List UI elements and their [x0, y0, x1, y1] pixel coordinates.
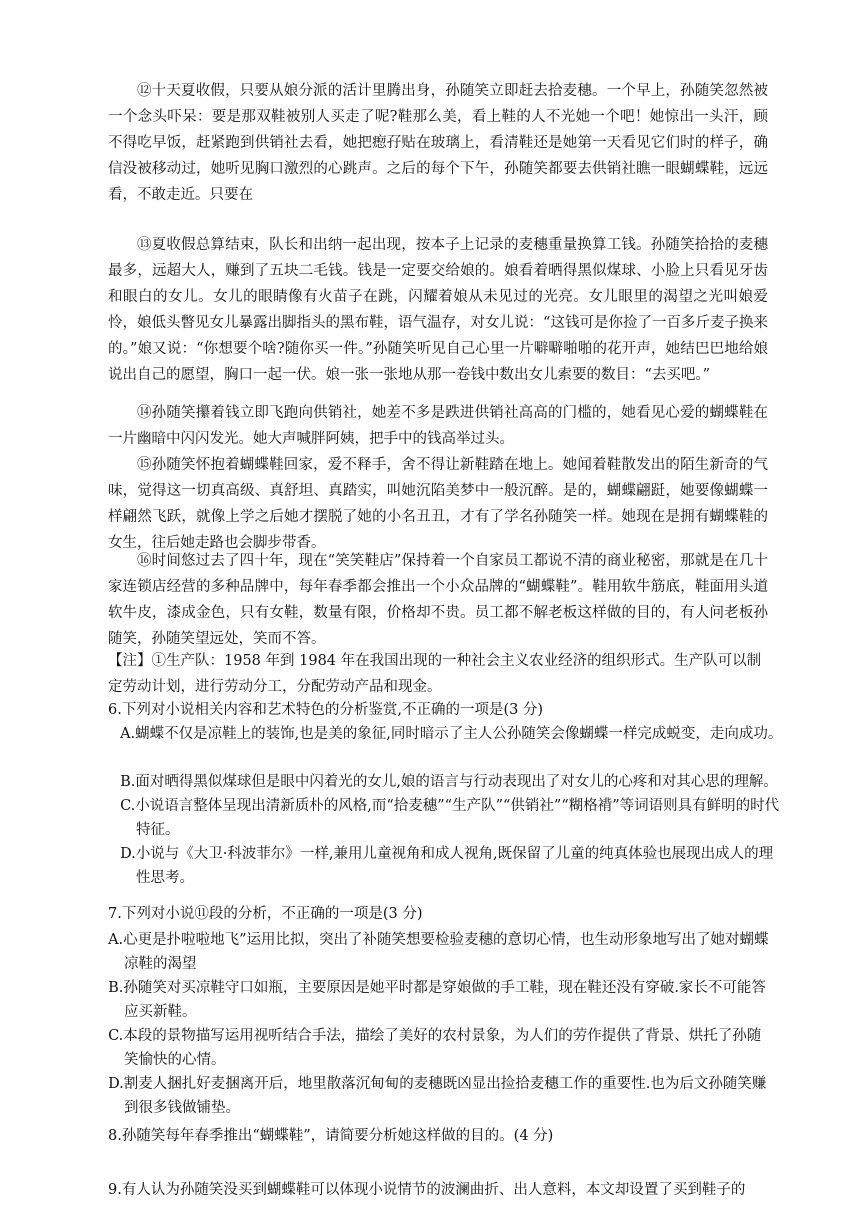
question-6-option-a: A.蝴蝶不仅是凉鞋上的装饰,也是美的象征,同时暗示了主人公孙随笑会像蝴蝶一样完成蜕变，走向成功。 [120, 726, 783, 742]
question-7-option-a: A.心更是扑啦啦地飞”运用比拟，突出了补随笑想要检验麦穗的意切心情，也生动形象地写出了她对蝴蝶凉鞋的渴望 [108, 932, 769, 972]
paragraph-15: ⑮孙随笑怀抱着蝴蝶鞋回家，爱不释手，舍不得让新鞋踏在地上。她闻着鞋散发出的陌生新奇的气味，觉得这一切真高级、真舒坦、真踏实，叫她沉陷美梦中一般沉醉。是的，蝴蝶翩跹，她要像蝴蝶一样翩然飞跃，就像上学之后她才摆脱了她的小名丑丑，才有了学名孙随笑一样。她现在是拥有蝴蝶鞋的女生，往后她走路也会脚步带香。 [108, 457, 768, 551]
question-7-option-c: C.本段的景物描写运用视听结合手法，描绘了美好的农村景象，为人们的劳作提供了背景、烘托了孙随笑愉快的心情。 [108, 1028, 762, 1068]
paragraph-13: ⑬夏收假总算结束，队长和出纳一起出现，按本子上记录的麦穗重量换算工钱。孙随笑拾拾的麦穗最多，远超大人，赚到了五块二毛钱。钱是一定要交给娘的。娘看着晒得黑似煤球、小脸上只看见牙齿和眼白的女儿。女儿的眼睛像有火苗子在跳，闪耀着娘从未见过的光亮。女儿眼里的渴望之光叫娘爱怜，娘低头瞥见女儿暴露出脚指头的黑布鞋，语气温存，对女儿说：“这钱可是你捡了一百多斤麦子换来的。”娘又说：“你想要个啥?随你买一件。”孙随笑听见自己心里一片噼噼啪啪的花开声，她结巴巴地给娘说出自己的愿望，胸口一起一伏。娘一张一张地从那一卷钱中数出女儿索要的数目：“去买吧。” [108, 237, 768, 383]
question-6-option-d: D.小说与《大卫·科波菲尔》一样,兼用儿童视角和成人视角,既保留了儿童的纯真体验也展现出成人的理性思考。 [120, 846, 774, 886]
paragraph-14: ⑭孙随笑攥着钱立即飞跑向供销社，她差不多是跌进供销社高高的门槛的，她看见心爱的蝴蝶鞋在一片幽暗中闪闪发光。她大声喊胖阿姨，把手中的钱高举过头。 [108, 405, 768, 447]
question-6-option-c: C.小说语言整体呈现出清新质朴的风格,而“拾麦穗”“生产队”“供销社”“糊格褙”等词语则具有鲜明的时代特征。 [120, 798, 780, 838]
question-7-option-d: D.割麦人捆扎好麦捆离开后，地里散落沉甸甸的麦穗既凶显出捡拾麦穗工作的重要性.也为后文孙随笑赚到很多钱做铺垫。 [108, 1076, 767, 1116]
paragraph-12: ⑫十天夏收假，只要从娘分派的活计里腾出身，孙随笑立即赶去拾麦穗。一个早上，孙随笑忽然被一个念头吓呆：要是那双鞋被别人买走了呢?鞋那么美，看上鞋的人不光她一个吧！她惊出一头汗，顾不得吃早饭，赶紧跑到供销社去看，她把瘛孖贴在玻璃上，看清鞋还是她第一天看见它们时的样子，确信没被移动过，她听见胸口激烈的心跳声。之后的每个下午，孙随笑都要去供销社瞧一眼蝴蝶鞋，远远看，不敢走近。只要在 [108, 83, 768, 203]
question-7-stem: 7.下列对小说⑪段的分析，不正确的一项是(3 分) [108, 906, 423, 922]
paragraph-16: ⑯时间悠过去了四十年，现在“笑笑鞋店”保持着一个自家员工都说不清的商业秘密，那就是在几十家连锁店经营的多种品牌中，每年春季都会推出一个小众品牌的“蝴蝶鞋”。鞋用软牛筋底，鞋面用头道软牛皮，漆成金色，只有女鞋，数量有限，价格却不贵。员工都不解老板这样做的目的，有人问老板孙随笑，孙随笑望远处，笑而不答。 [108, 553, 768, 647]
question-7-option-b: B.孙随笑对买凉鞋守口如瓶，主要原因是她平时都是穿娘做的手工鞋，现在鞋还没有穿破.家长不可能答应买新鞋。 [108, 980, 766, 1020]
question-9-stem: 9.有人认为孙随笑没买到蝴蝶鞋可以体现小说情节的波澜曲折、出人意料，本文却设置了买到鞋子的 [108, 1182, 746, 1198]
question-6-stem: 6.下列对小说相关内容和艺术特色的分析鉴赏,不正确的一项是(3 分) [108, 702, 544, 718]
question-6-option-b: B.面对晒得黑似煤球但是眼中闪着光的女儿,娘的语言与行动表现出了对女儿的心疼和对其心思的理解。 [120, 774, 778, 790]
footnote: 【注】①生产队：1958 年到 1984 年在我国出现的一种社会主义农业经济的组织形式。生产队可以制定劳动计划，进行劳动分工，分配劳动产品和现金。 [108, 653, 762, 695]
question-8-stem: 8.孙随笑每年春季推出“蝴蝶鞋”，请简要分析她这样做的目的。(4 分) [108, 1128, 554, 1144]
